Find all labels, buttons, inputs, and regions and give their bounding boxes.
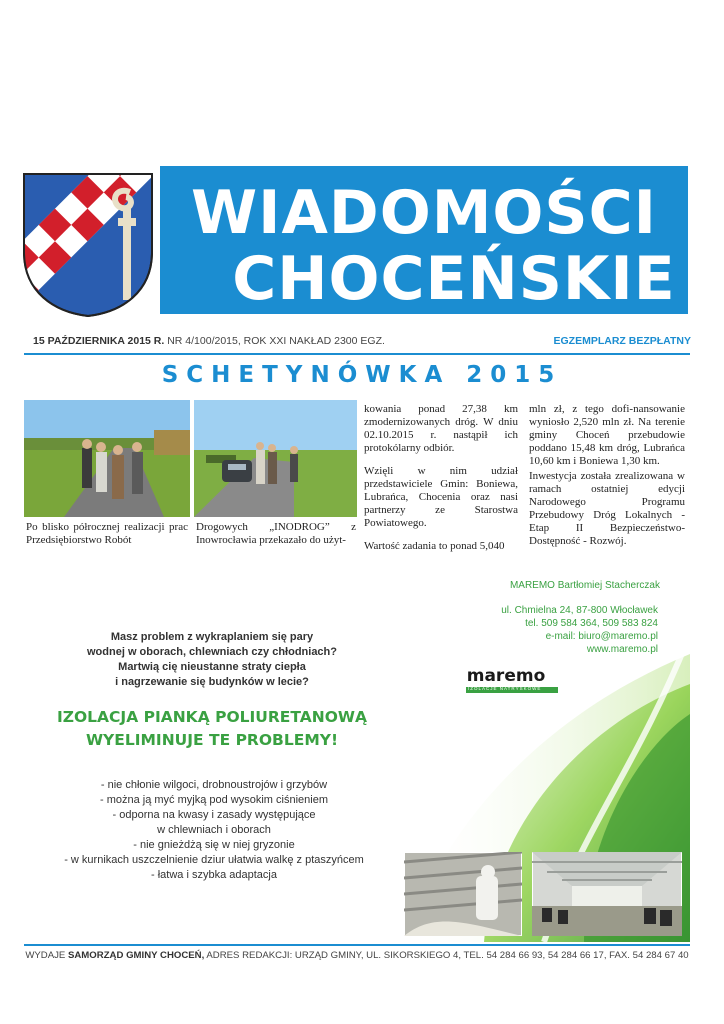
ad-email: e-mail: biuro@maremo.pl [545, 631, 658, 642]
ad-question-line: i nagrzewanie się budynków w lecie? [115, 676, 309, 688]
ad-website: www.maremo.pl [586, 644, 658, 655]
ad-benefit-item: - nie gnieżdżą się w niej gryzonie [133, 839, 295, 851]
footer-address: ADRES REDAKCJI: URZĄD GMINY, UL. SIKORSKIEGO 4, TEL. 54 284 66 93, 54 284 66 17, FAX. 54 284 67 40 [206, 950, 689, 961]
maremo-logo [452, 666, 560, 696]
issue-details: NR 4/100/2015, ROK XXI NAKŁAD 2300 EGZ. [167, 335, 385, 347]
article-paragraph: Wzięli w nim udział przedstawiciele Gmin: Boniewa, Lubrańca, Chocenia oraz nasi partnerzy ze Starostwa Powiatowego. [364, 465, 518, 529]
ad-slogan [28, 706, 396, 752]
ad-question-line: wodnej w oborach, chlewniach czy chłodniach? [87, 646, 337, 658]
footer-publisher: SAMORZĄD GMINY CHOCEŃ, [67, 950, 205, 961]
ad-contact [340, 604, 658, 656]
divider [24, 944, 690, 946]
ad-benefit-item: - nie chłonie wilgoci, drobnoustrojów i grzybów [100, 779, 328, 791]
article-photo-car-on-road [194, 400, 357, 517]
footer-imprint [24, 950, 690, 961]
advertisement [24, 574, 690, 942]
ad-benefit-item: - w kurnikach uszczelnienie dziur ułatwia walkę z ptaszyńcem [64, 854, 364, 866]
article-headline: SCHETYNÓWKA 2015 [161, 362, 563, 388]
masthead-title-line2: CHOCEŃSKIE [232, 244, 676, 314]
ad-benefit-item: - odporna na kwasy i zasady występujące [112, 809, 316, 821]
article-paragraph: Wartość zadania to ponad 5,040 [364, 540, 505, 552]
ad-photo-spraying-insulation [404, 852, 522, 936]
masthead-title-line1: WIADOMOŚCI [190, 178, 658, 248]
coat-of-arms [22, 172, 154, 318]
article-text-column-1 [26, 521, 188, 557]
article-paragraph: mln zł, z tego dofi-nansowanie wyniosło 2,520 mln zł. Na terenie gminy Choceń przebudowie poddano 15,48 km dróg, Lubrańca 10,60 km i Boniewa 1,30 km. [529, 403, 685, 467]
footer-prefix: WYDAJE [25, 950, 66, 961]
ad-questions [52, 630, 372, 690]
article-paragraph: Drogowych „INODROG” z Inowrocławia przekazało do użyt- [196, 521, 356, 546]
ad-question-line: Masz problem z wykraplaniem się pary [110, 631, 314, 643]
article-photo-people-on-road [24, 400, 190, 517]
ad-question-line: Martwią cię nieustanne straty ciepła [118, 661, 306, 673]
issue-info [33, 335, 691, 351]
article-paragraph: kowania ponad 27,38 km zmodernizowanych dróg. W dniu 02.10.2015 r. nastąpił ich protokólarny odbiór. [364, 403, 518, 454]
divider [24, 353, 690, 355]
ad-slogan-line: WYELIMINUJE TE PROBLEMY! [85, 731, 339, 749]
free-copy-label: EGZEMPLARZ BEZPŁATNY [553, 335, 691, 347]
ad-phone: tel. 509 584 364, 509 583 824 [525, 618, 658, 629]
article-text-column-3 [364, 403, 518, 563]
ad-slogan-line: IZOLACJA PIANKĄ POLIURETANOWĄ [57, 708, 367, 726]
logo-word: maremo [466, 666, 546, 686]
ad-company-name: MAREMO Bartłomiej Stacherczak [509, 580, 660, 591]
masthead [160, 166, 688, 314]
ad-benefit-item: - łatwa i szybka adaptacja [151, 869, 277, 881]
ad-benefit-item: - można ją myć myjką pod wysokim ciśnieniem [99, 794, 328, 806]
article-text-column-2 [196, 521, 356, 557]
ad-benefits-list [34, 778, 394, 883]
ad-benefit-item: w chlewniach i oborach [157, 824, 271, 836]
article-paragraph: Po blisko półrocznej realizacji prac Przedsiębiorstwo Robót [26, 521, 188, 546]
article-paragraph: Inwestycja została zrealizowana w ramach ostatniej edycji Narodowego Programu Przebudowy Dróg Lokalnych -Etap II Bezpieczeństwo-Dostępność - Rozwój. [529, 470, 685, 547]
logo-tagline: IZOLACJE NATRYSKOWE [468, 686, 542, 691]
ad-photo-barn-interior [532, 852, 682, 936]
ad-address: ul. Chmielna 24, 87-800 Włocławek [501, 605, 658, 616]
issue-date: 15 PAŹDZIERNIKA 2015 R. [33, 335, 165, 347]
article-text-column-4 [529, 403, 685, 558]
